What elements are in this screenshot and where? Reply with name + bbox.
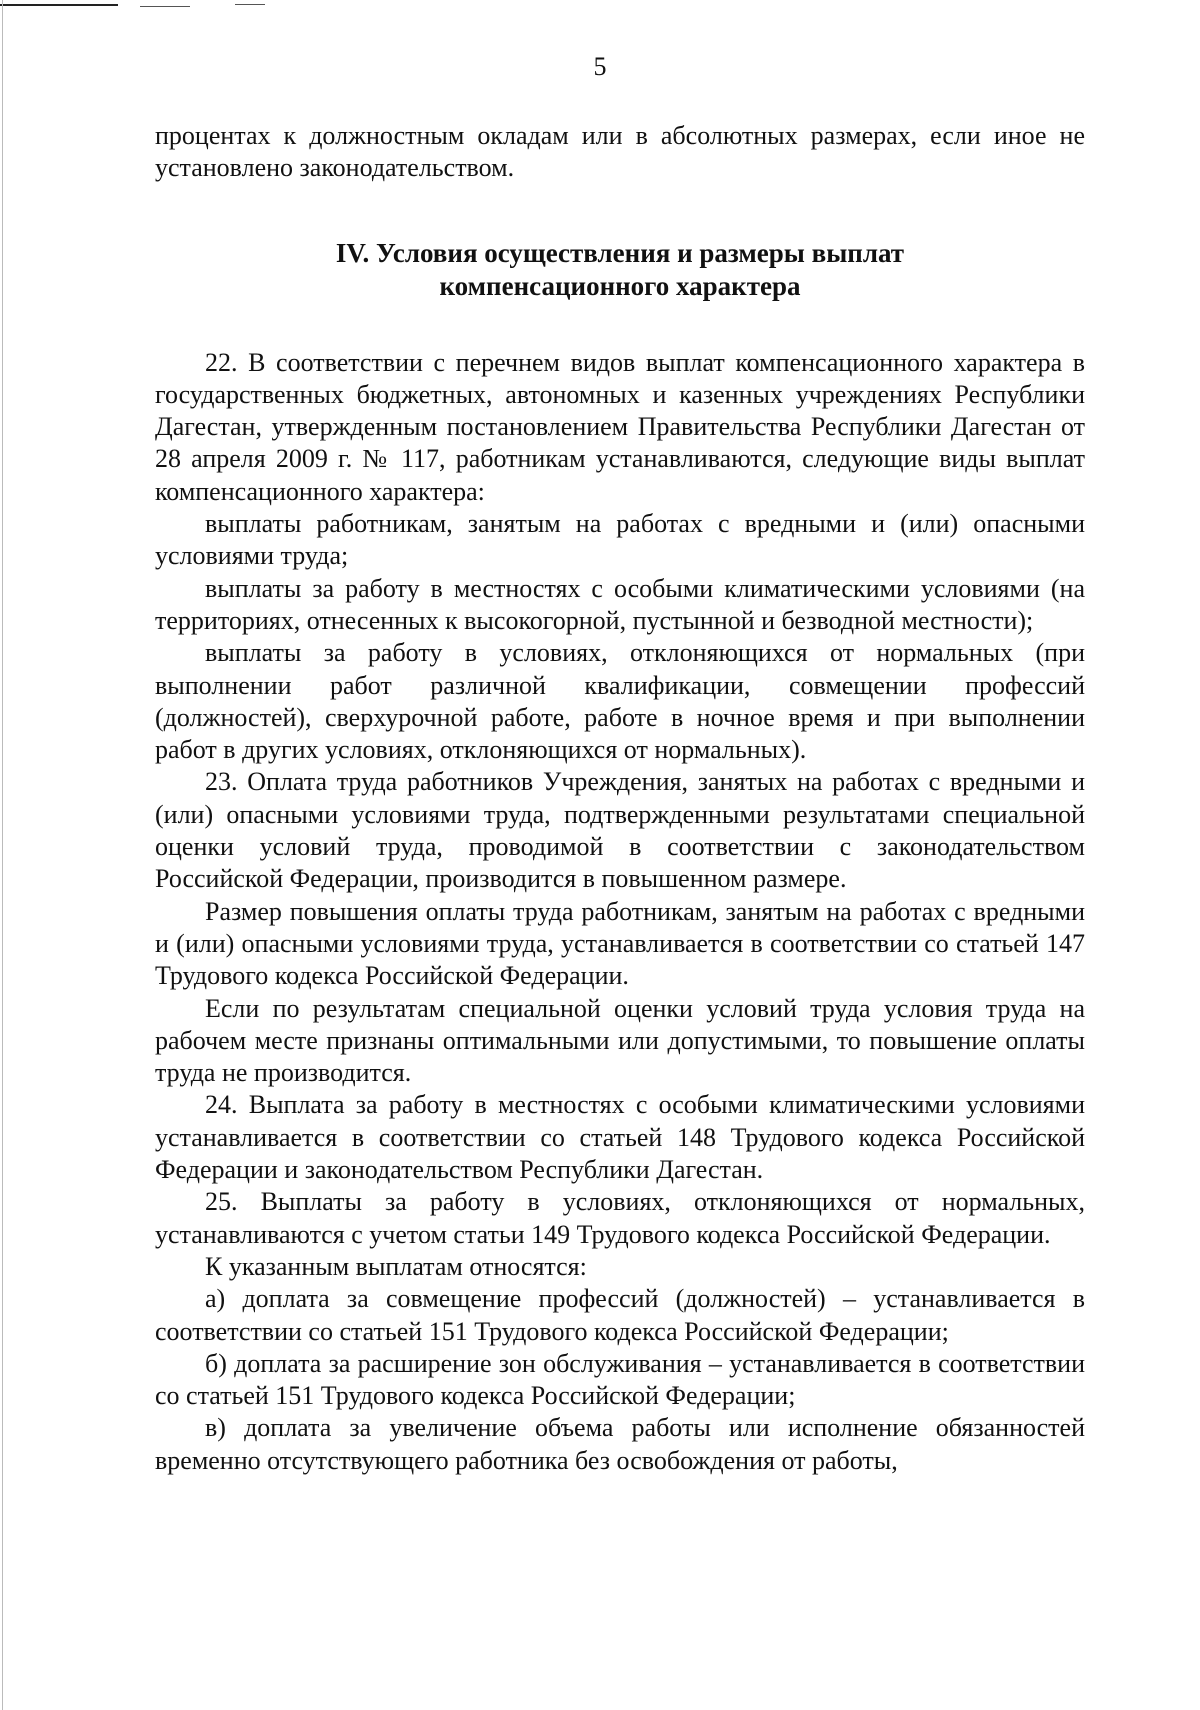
- paragraph: Размер повышения оплаты труда работникам, занятым на работах с вредными и (или) опасными условиями труда, устанавливается в соответствии со статьей 147 Трудового кодекса Российской Федерации.: [155, 896, 1085, 991]
- paragraph-23: 23. Оплата труда работников Учреждения, занятых на работах с вредными и (или) опасными условиями труда, подтвержденными результатами специальной оценки условий труда, проводимой в соответствии с законодательством Российской Федерации, производится в повышенном размере.: [155, 767, 1085, 894]
- paragraph-list-item-b: б) доплата за расширение зон обслуживания – устанавливается в соответствии со статьей 151 Трудового кодекса Российской Федерации;: [155, 1348, 1085, 1411]
- paragraph-list-item: выплаты работникам, занятым на работах с вредными и (или) опасными условиями труда;: [155, 509, 1085, 571]
- scan-artifact-edge: [2, 0, 3, 1710]
- section-heading-line: IV. Условия осуществления и размеры выплат: [335, 237, 905, 268]
- paragraph: Если по результатам специальной оценки условий труда условия труда на рабочем месте признаны оптимальными или допустимыми, то повышение оплаты труда не производится.: [155, 993, 1085, 1088]
- scan-artifact-line: [235, 4, 265, 5]
- intro-paragraph: процентах к должностным окладам или в абсолютных размерах, если иное не установлено законодательством.: [155, 121, 1085, 183]
- section-heading-line: компенсационного характера: [439, 270, 801, 301]
- paragraph-list-item: выплаты за работу в условиях, отклоняющихся от нормальных (при выполнении работ различной квалификации, совмещении профессий (должностей), сверхурочной работе, работе в ночное время и при выполнении работ в других условиях, отклоняющихся от нормальных).: [155, 638, 1085, 765]
- paragraph-list-item: выплаты за работу в местностях с особыми климатическими условиями (на территориях, отнесенных к высокогорной, пустынной и безводной местности);: [155, 573, 1085, 635]
- scan-artifact-line: [140, 6, 190, 7]
- section-heading: [155, 237, 1085, 303]
- paragraph-24: 24. Выплата за работу в местностях с особыми климатическими условиями устанавливается в соответствии со статьей 148 Трудового кодекса Российской Федерации и законодательством Республики Дагестан.: [155, 1090, 1085, 1185]
- paragraph-25: 25. Выплаты за работу в условиях, отклоняющихся от нормальных, устанавливаются с учетом статьи 149 Трудового кодекса Российской Федерации.: [155, 1187, 1085, 1249]
- paragraph-22: 22. В соответствии с перечнем видов выплат компенсационного характера в государственных бюджетных, автономных и казенных учреждениях Республики Дагестан, утвержденным постановлением Правительства Республики Дагестан от 28 апреля 2009 г. № 117, работникам устанавливаются, следующие виды выплат компенсационного характера:: [155, 347, 1085, 506]
- document-body: [155, 120, 1085, 1477]
- page-number: 5: [593, 52, 607, 81]
- paragraph: К указанным выплатам относятся:: [205, 1251, 587, 1281]
- scan-artifact-line: [0, 4, 118, 6]
- paragraph-list-item-a: а) доплата за совмещение профессий (должностей) – устанавливается в соответствии со статьей 151 Трудового кодекса Российской Федерации;: [155, 1284, 1085, 1346]
- paragraph-list-item-v: в) доплата за увеличение объема работы или исполнение обязанностей временно отсутствующего работника без освобождения от работы,: [155, 1413, 1085, 1475]
